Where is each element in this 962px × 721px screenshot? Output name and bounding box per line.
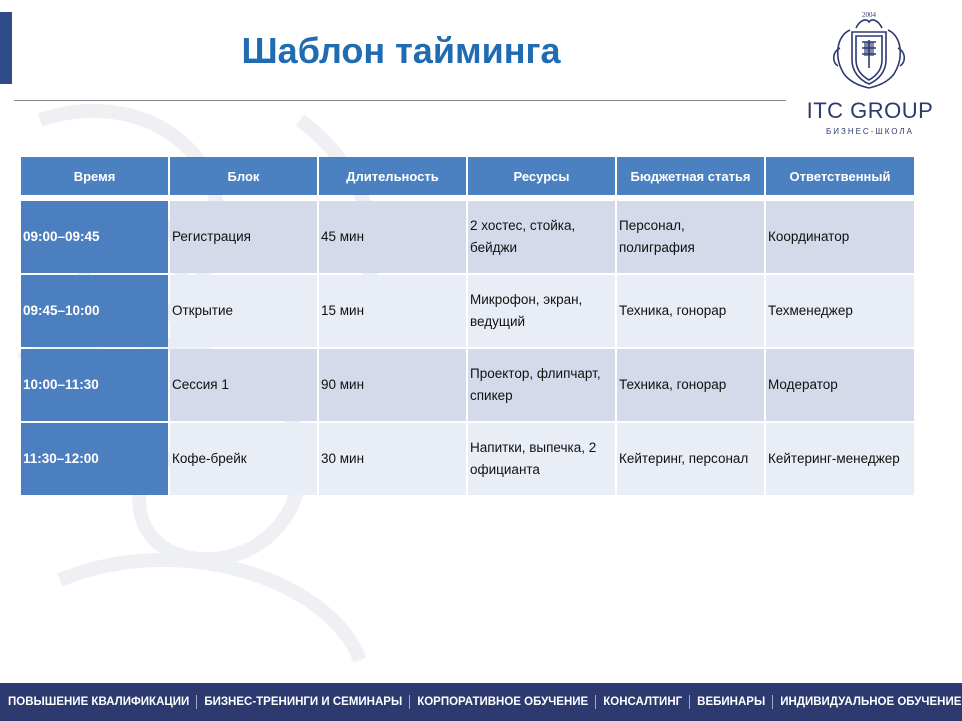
logo-year: 2004 — [862, 11, 876, 19]
resources-cell: 2 хостес, стойка, бейджи — [468, 201, 615, 273]
block-cell: Кофе-брейк — [170, 423, 317, 495]
budget-cell: Техника, гонорар — [617, 349, 764, 421]
duration-cell: 30 мин — [319, 423, 466, 495]
footer-bar — [0, 683, 962, 721]
block-cell: Открытие — [170, 275, 317, 347]
column-header-block: Блок — [170, 157, 317, 195]
timing-table — [19, 155, 916, 497]
budget-cell: Кейтеринг, персонал — [617, 423, 764, 495]
logo-subtitle: БИЗНЕС-ШКОЛА — [825, 127, 914, 136]
resources-cell: Напитки, выпечка, 2 официанта — [468, 423, 615, 495]
column-header-responsible: Ответственный — [766, 157, 914, 195]
title-divider — [14, 100, 786, 101]
page-title: Шаблон тайминга — [241, 30, 561, 71]
block-cell: Сессия 1 — [170, 349, 317, 421]
responsible-cell: Техменеджер — [766, 275, 914, 347]
responsible-cell: Модератор — [766, 349, 914, 421]
logo-name: ITC GROUP — [806, 98, 934, 123]
footer-item-consulting: КОНСАЛТИНГ — [596, 695, 690, 709]
resources-cell: Проектор, флипчарт, спикер — [468, 349, 615, 421]
responsible-cell: Кейтеринг-менеджер — [766, 423, 914, 495]
column-header-time: Время — [21, 157, 168, 195]
table-header-row — [21, 157, 914, 195]
crest-shield-icon — [826, 8, 912, 94]
table-row — [21, 423, 914, 495]
table-row — [21, 201, 914, 273]
time-cell: 09:45–10:00 — [21, 275, 168, 347]
footer-item-trainings: БИЗНЕС-ТРЕНИНГИ И СЕМИНАРЫ — [197, 695, 410, 709]
resources-cell: Микрофон, экран, ведущий — [468, 275, 615, 347]
footer-item-individual: ИНДИВИДУАЛЬНОЕ ОБУЧЕНИЕ — [780, 696, 962, 708]
footer-item-corporate: КОРПОРАТИВНОЕ ОБУЧЕНИЕ — [410, 695, 596, 709]
table-row — [21, 349, 914, 421]
budget-cell: Техника, гонорар — [617, 275, 764, 347]
table-row — [21, 275, 914, 347]
duration-cell: 45 мин — [319, 201, 466, 273]
duration-cell: 90 мин — [319, 349, 466, 421]
header-gap — [21, 197, 914, 199]
time-cell: 09:00–09:45 — [21, 201, 168, 273]
duration-cell: 15 мин — [319, 275, 466, 347]
column-header-resources: Ресурсы — [468, 157, 615, 195]
responsible-cell: Координатор — [766, 201, 914, 273]
time-cell: 11:30–12:00 — [21, 423, 168, 495]
column-header-duration: Длительность — [319, 157, 466, 195]
budget-cell: Персонал, полиграфия — [617, 201, 764, 273]
time-cell: 10:00–11:30 — [21, 349, 168, 421]
footer-item-qualification: ПОВЫШЕНИЕ КВАЛИФИКАЦИИ — [8, 695, 197, 709]
footer-item-webinars: ВЕБИНАРЫ — [690, 695, 773, 709]
column-header-budget: Бюджетная статья — [617, 157, 764, 195]
company-logo — [800, 8, 940, 136]
block-cell: Регистрация — [170, 201, 317, 273]
